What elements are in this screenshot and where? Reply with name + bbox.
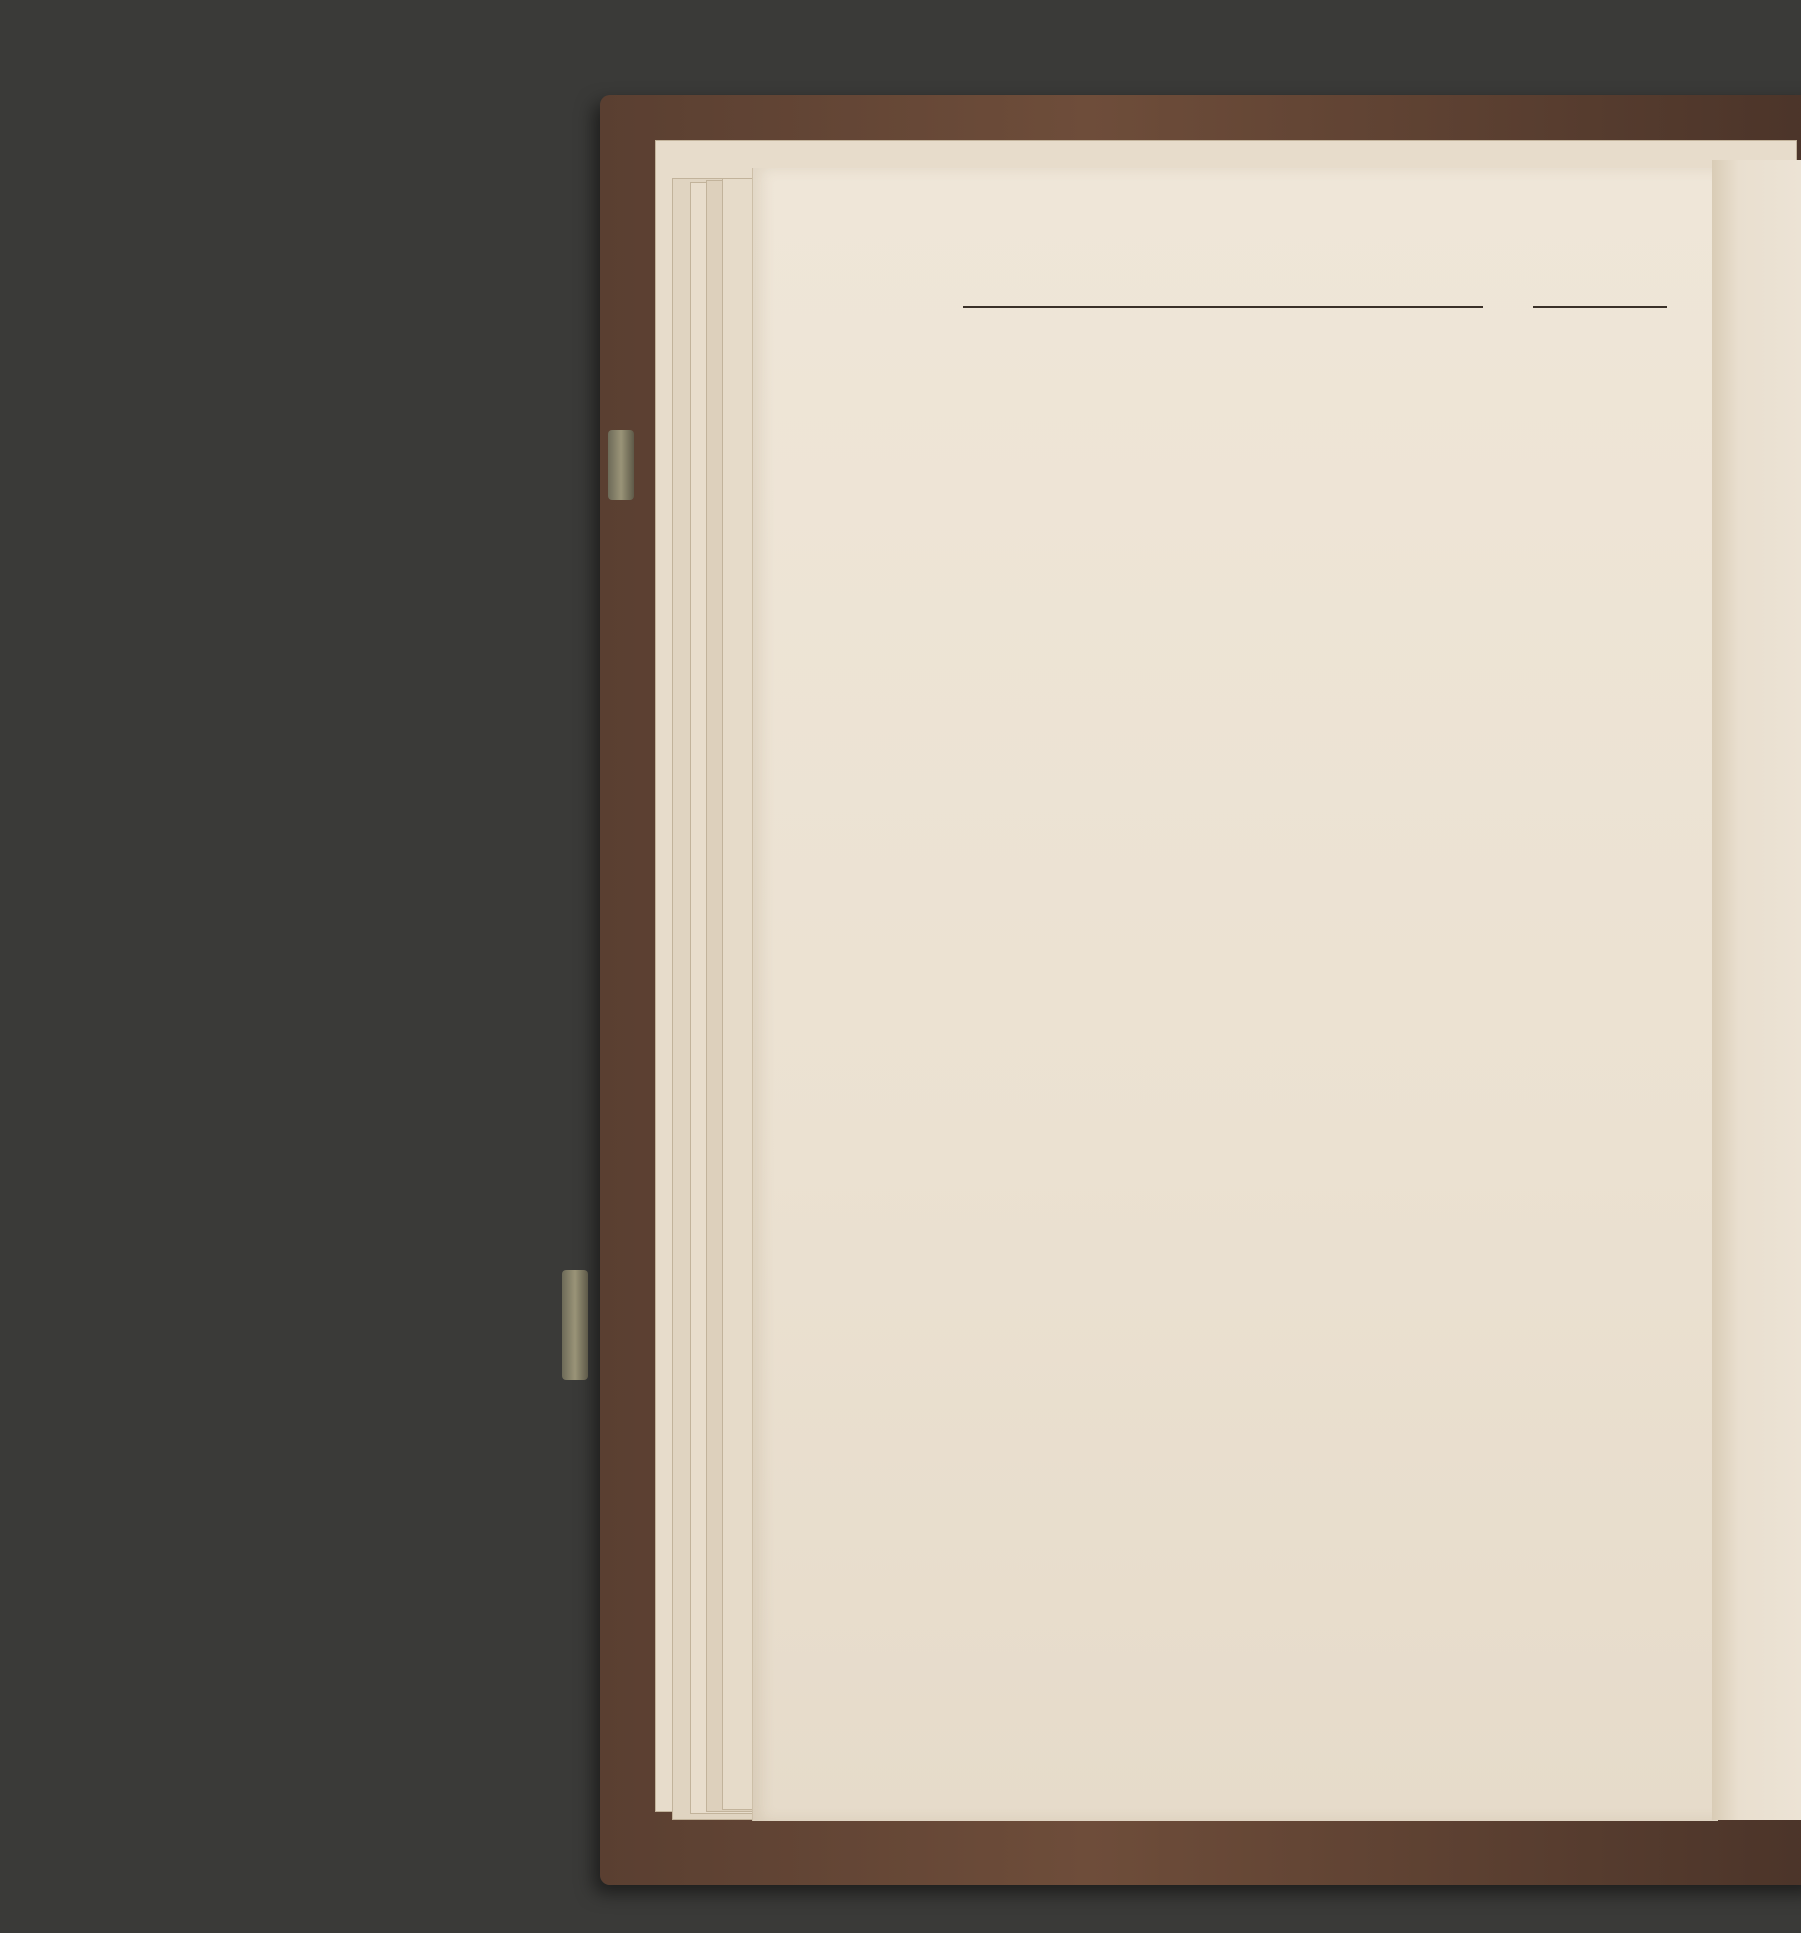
page-text (963, 225, 1683, 533)
catchword (963, 484, 1683, 533)
meditation-subtitle (963, 388, 1683, 484)
clasp-top (608, 430, 634, 500)
section-rule (963, 306, 1683, 308)
subtitle-line-1 (963, 388, 1683, 436)
clasp-bottom (562, 1270, 588, 1380)
subtitle-line-2 (963, 436, 1683, 484)
meditation-heading (983, 328, 1683, 388)
running-head (963, 225, 1683, 274)
facing-page (1712, 160, 1801, 1820)
